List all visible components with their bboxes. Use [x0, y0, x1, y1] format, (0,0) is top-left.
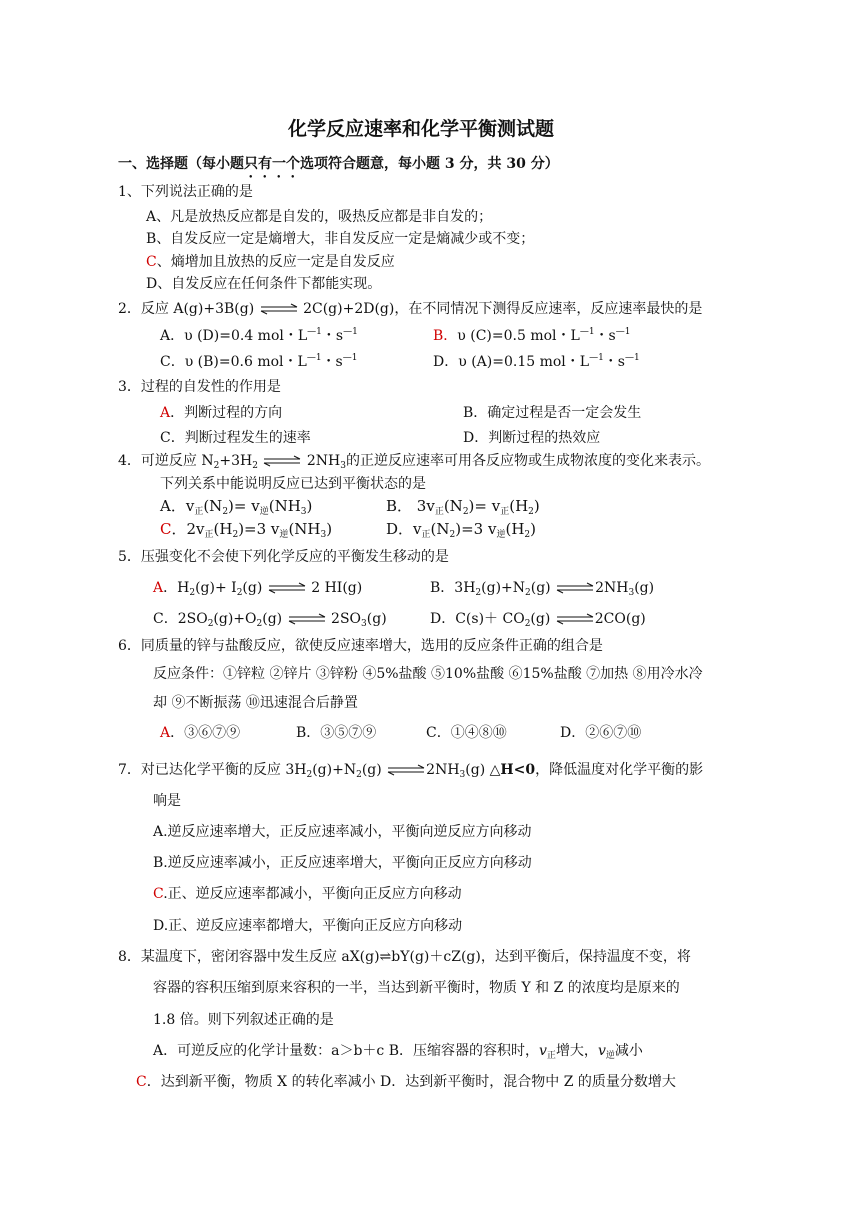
q4-stem: 4．可逆反应 $N_2+3H_2$ $2NH_3$的正逆反应速率可用各反应物或生成物浓度的变化来表示。 [118, 453, 710, 471]
equilibrium-arrow-icon [386, 764, 426, 776]
q5-option-b: B．$3H_2(g)+N_2(g)$ $2NH_3(g)$ [430, 580, 655, 598]
q4-option-c: C．$2v_正(H_2)=3$ $v_逆(NH_3)$ [160, 520, 333, 540]
q3-option-a: A．判断过程的方向 [160, 405, 283, 421]
q7-stem-line2: 响是 [153, 793, 181, 809]
q6-option-c: C．①④⑧⑩ [426, 725, 507, 741]
q3-option-d: D．判断过程的热效应 [463, 430, 601, 446]
q2-option-d: D．υ (A)=0.15 mol・$L^{—1}$・$s^{—1}$ [433, 353, 640, 370]
q6-option-b: B．③⑤⑦⑨ [296, 725, 377, 741]
q6-conditions-cont: 却 ⑨不断振荡 ⑩迅速混合后静置 [153, 695, 358, 711]
q2-option-b: B．υ (C)=0.5 mol・$L^{—1}$・$s^{—1}$ [433, 327, 631, 344]
q1-stem: 1、下列说法正确的是 [118, 184, 253, 200]
q8-options-ab: A．可逆反应的化学计量数：a＞b＋c B．压缩容器的容积时，$v_正$增大，$v_逆$减小 [153, 1043, 643, 1061]
equilibrium-arrow-icon [259, 303, 299, 315]
q6-option-d: D．②⑥⑦⑩ [560, 725, 642, 741]
q8-options-cd: C．达到新平衡，物质 X 的转化率减小 D．达到新平衡时，混合物中 Z 的质量分数增大 [136, 1074, 676, 1090]
q7-stem: 7．对已达化学平衡的反应 $3H_2(g)+N_2(g)$ $2NH_3(g)$ △H<0，降低温度对化学平衡的影 [118, 762, 704, 780]
equilibrium-arrow-icon [555, 582, 595, 594]
q3-option-c: C．判断过程发生的速率 [160, 430, 311, 446]
q7-option-d: D.正、逆反应速率都增大，平衡向正反应方向移动 [153, 918, 463, 934]
page-title: 化学反应速率和化学平衡测试题 [288, 118, 555, 140]
q1-option-d: D、自发反应在任何条件下都能实现。 [146, 276, 382, 292]
q6-conditions: 反应条件：①锌粒 ②锌片 ③锌粉 ④5%盐酸 ⑤10%盐酸 ⑥15%盐酸 ⑦加热 ⑧用冷水冷 [153, 666, 703, 682]
q4-option-b: B． $3v_正(N_2)= v_正(H_2)$ [386, 497, 540, 517]
q1-option-a: A、凡是放热反应都是自发的，吸热反应都是非自发的； [146, 209, 493, 225]
q7-option-a: A.逆反应速率增大，正反应速率减小，平衡向逆反应方向移动 [153, 824, 532, 840]
q5-option-c: C．$2SO_2(g)+O_2(g)$ $2SO_3(g)$ [153, 611, 387, 629]
q2-option-a: A．υ (D)=0.4 mol・$L^{—1}$・$s^{—1}$ [160, 327, 358, 344]
q5-stem: 5．压强变化不会使下列化学反应的平衡发生移动的是 [118, 549, 449, 565]
q8-stem: 8．某温度下，密闭容器中发生反应 aX(g)⇌bY(g)＋cZ(g)，达到平衡后，保持温度不变，将 [118, 949, 691, 965]
q1-option-b: B、自发反应一定是熵增大，非自发反应一定是熵减少或不变； [146, 231, 535, 247]
q5-option-a: A．$H_2(g)+ I_2(g)$ 2 HI(g) [153, 580, 363, 598]
q2-stem: 2．反应 A(g)+3B(g) 2C(g)+2D(g)，在不同情况下测得反应速率，反应速率最快的是 [118, 301, 703, 317]
q6-option-a: A．③⑥⑦⑨ [160, 725, 241, 741]
q4-option-d: D．$v_正(N_2)=3$ $v_逆(H_2)$ [386, 520, 537, 540]
section-heading: 一、选择题（每小题只有一个选项符合题意，每小题 3 分，共 30 分） [118, 156, 559, 172]
q7-option-b: B.逆反应速率减小，正反应速率增大，平衡向正反应方向移动 [153, 855, 532, 871]
equilibrium-arrow-icon [555, 613, 595, 625]
q4-option-a: A．$v_正(N_2)= v_逆(NH_3)$ [160, 497, 313, 517]
q1-option-c: C、熵增加且放热的反应一定是自发反应 [146, 254, 395, 270]
equilibrium-arrow-icon [267, 582, 307, 594]
q8-stem-line2: 容器的容积压缩到原来容积的一半，当达到新平衡时，物质 Y 和 Z 的浓度均是原来的 [153, 980, 680, 996]
q7-option-c: C.正、逆反应速率都减小，平衡向正反应方向移动 [153, 886, 462, 902]
q4-stem-line2: 下列关系中能说明反应已达到平衡状态的是 [160, 476, 426, 492]
equilibrium-arrow-icon [262, 455, 302, 467]
q5-option-d: D．$C(s)+ CO_2(g)$ 2CO(g) [430, 611, 646, 629]
q3-stem: 3．过程的自发性的作用是 [118, 379, 281, 395]
q8-stem-line3: 1.8 倍。则下列叙述正确的是 [153, 1012, 334, 1028]
q6-stem: 6．同质量的锌与盐酸反应，欲使反应速率增大，选用的反应条件正确的组合是 [118, 638, 603, 654]
equilibrium-arrow-icon [287, 613, 327, 625]
q3-option-b: B．确定过程是否一定会发生 [463, 405, 642, 421]
q2-option-c: C．υ (B)=0.6 mol・$L^{—1}$・$s^{—1}$ [160, 353, 358, 370]
